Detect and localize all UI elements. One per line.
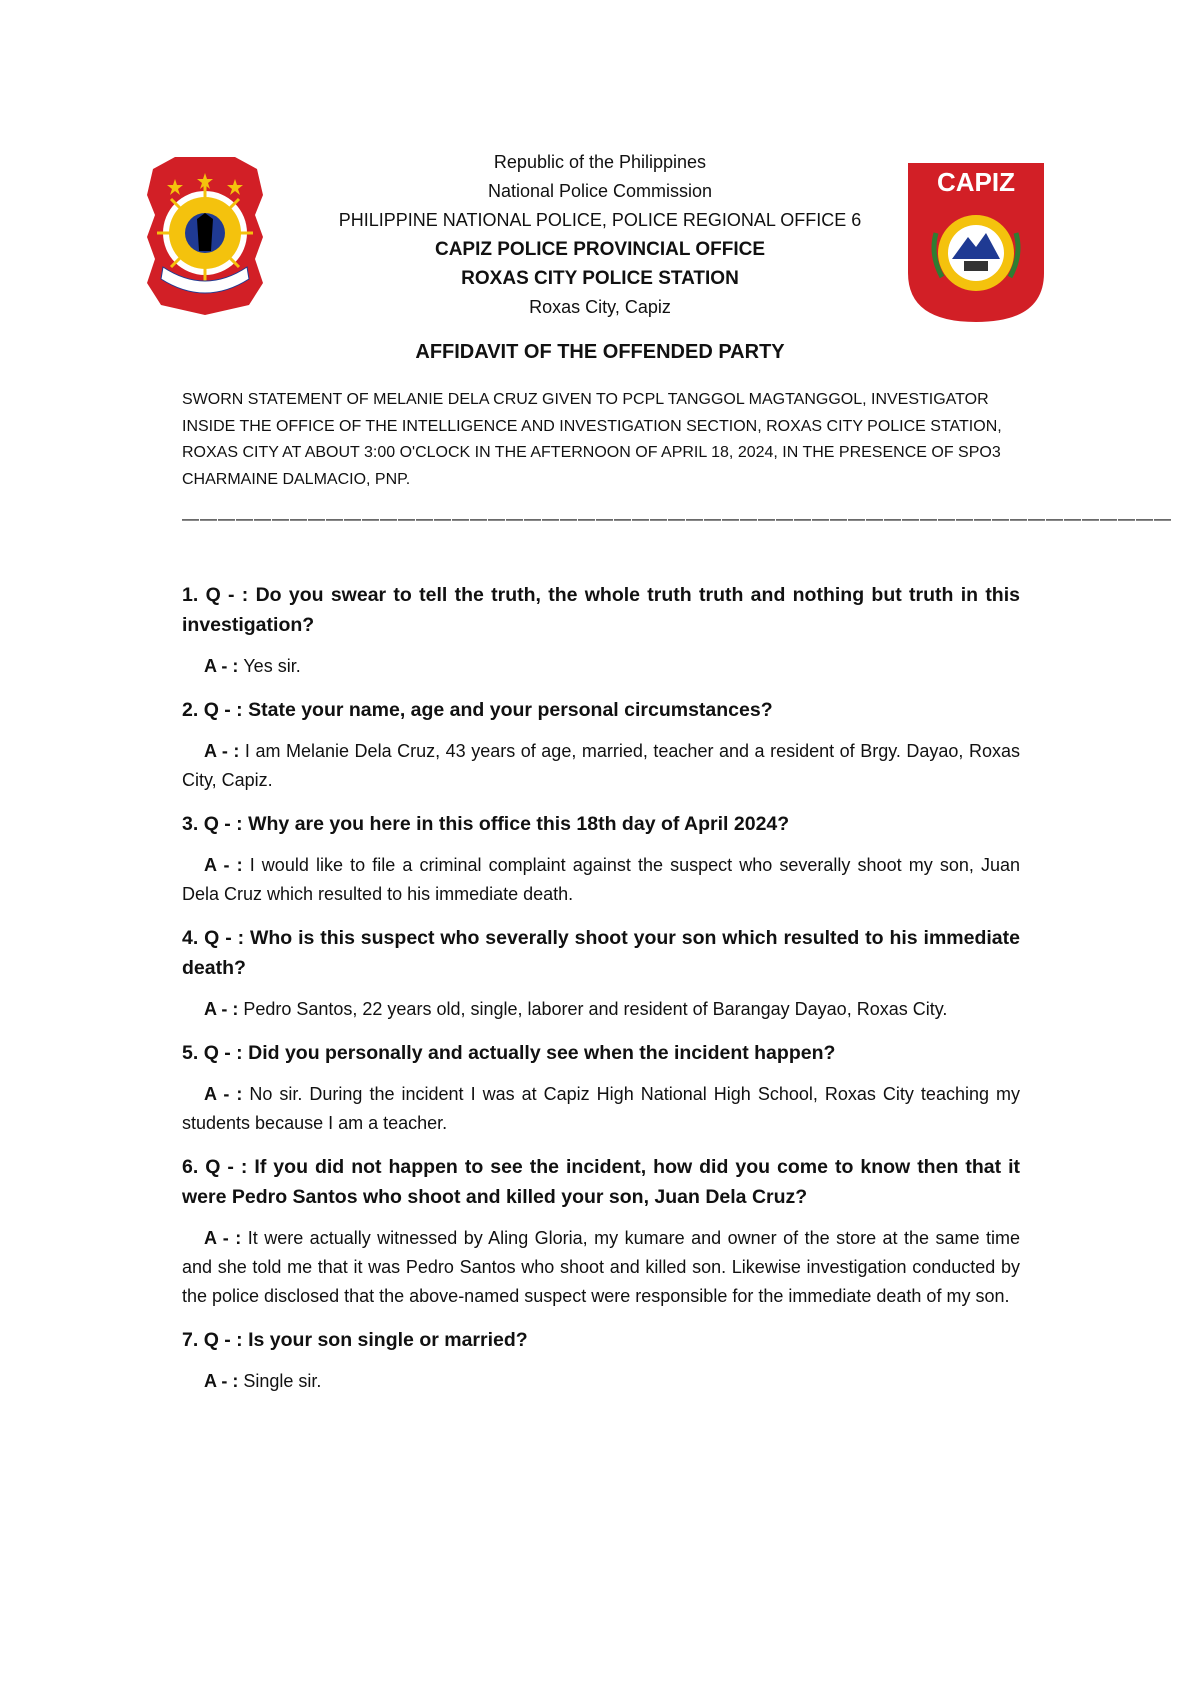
header-provincial-office: CAPIZ POLICE PROVINCIAL OFFICE [434,239,766,260]
question-number: 6. [182,1156,206,1178]
question-3 [182,809,1020,839]
question-7 [182,1325,1020,1355]
question-number: 1. [182,584,206,606]
answer-label: A - : [204,741,245,761]
answer-label: A - : [204,999,244,1019]
answer-text: Yes sir. [243,656,301,676]
question-1 [182,580,1020,640]
capiz-logo-text: CAPIZ [937,167,1015,197]
question-text: State your name, age and your personal circumstances? [248,699,773,721]
question-number: 7. [182,1329,204,1351]
header-location: Roxas City, Capiz [529,297,671,317]
question-number: 3. [182,813,204,835]
question-label: Q - : [203,813,249,835]
separator-line: ——————————————————————————————————————————————————————— [182,509,1172,528]
question-text: Is your son single or married? [248,1329,528,1351]
answer-1 [182,652,1020,681]
header-napolcom: National Police Commission [487,181,713,201]
letterhead [0,148,1200,322]
question-text: If you did not happen to see the incident, how did you come to know then that it were Pedro Santos who shoot and killed your son, Juan Dela Cruz? [182,1156,1020,1208]
answer-text: I would like to file a criminal complaint against the suspect who severally shoot my son, Juan Dela Cruz which resulted to his immediate death. [182,855,1020,904]
question-number: 2. [182,699,204,721]
question-label: Q - : [204,927,250,949]
header-republic: Republic of the Philippines [493,152,707,172]
question-4 [182,923,1020,983]
answer-text: Single sir. [243,1371,322,1391]
answer-label: A - : [204,1084,250,1104]
question-label: Q - : [205,1156,255,1178]
answer-text: No sir. During the incident I was at Capiz High National High School, Roxas City teaching my students because I am a teacher. [182,1084,1020,1133]
answer-label: A - : [204,855,250,875]
answer-text: Pedro Santos, 22 years old, single, laborer and resident of Barangay Dayao, Roxas City. [243,999,948,1019]
answer-label: A - : [204,656,244,676]
document-title: AFFIDAVIT OF THE OFFENDED PARTY [415,341,785,363]
question-6 [182,1152,1020,1212]
question-label: Q - : [205,584,256,606]
answer-2 [182,737,1020,795]
answer-text: It were actually witnessed by Aling Gloria, my kumare and owner of the store at the same time and she told me that it was Pedro Santos who shoot and killed son. Likewise investigation conducted by the police disclosed that the above-named suspect were responsible for the immediate death of my son. [182,1228,1021,1306]
answer-text: I am Melanie Dela Cruz, 43 years of age, married, teacher and a resident of Brgy. Dayao, Roxas City, Capiz. [182,741,1020,790]
answer-6 [182,1224,1020,1311]
question-2 [182,695,1020,725]
header-pnp-region: PHILIPPINE NATIONAL POLICE, POLICE REGIONAL OFFICE 6 [338,210,862,230]
question-text: Who is this suspect who severally shoot your son which resulted to his immediate death? [182,927,1020,979]
sworn-statement-intro: SWORN STATEMENT OF MELANIE DELA CRUZ GIVEN TO PCPL TANGGOL MAGTANGGOL, INVESTIGATOR INSIDE THE OFFICE OF THE INTELLIGENCE AND INVESTIGATION SECTION, ROXAS CITY POLICE STATION, ROXAS CITY AT ABOUT 3:00 O'CLOCK IN THE AFTERNOON OF APRIL 18, 2024, IN THE PRESENCE OF SPO3 CHARMAINE DALMACIO, PNP. [182,391,1002,488]
answer-5 [182,1080,1020,1138]
answer-7 [182,1367,1020,1396]
header-station: ROXAS CITY POLICE STATION [461,268,739,289]
question-5 [182,1038,1020,1068]
answer-label: A - : [204,1228,248,1248]
answer-4 [182,995,1020,1024]
qa-section [182,580,1020,1410]
question-text: Do you swear to tell the truth, the whole truth truth and nothing but truth in this investigation? [182,584,1020,636]
question-text: Did you personally and actually see when the incident happen? [248,1042,836,1064]
question-text: Why are you here in this office this 18th day of April 2024? [248,813,790,835]
question-label: Q - : [203,699,249,721]
answer-label: A - : [204,1371,244,1391]
question-label: Q - : [203,1042,249,1064]
question-number: 5. [182,1042,204,1064]
question-label: Q - : [203,1329,249,1351]
question-number: 4. [182,927,205,949]
answer-3 [182,851,1020,909]
